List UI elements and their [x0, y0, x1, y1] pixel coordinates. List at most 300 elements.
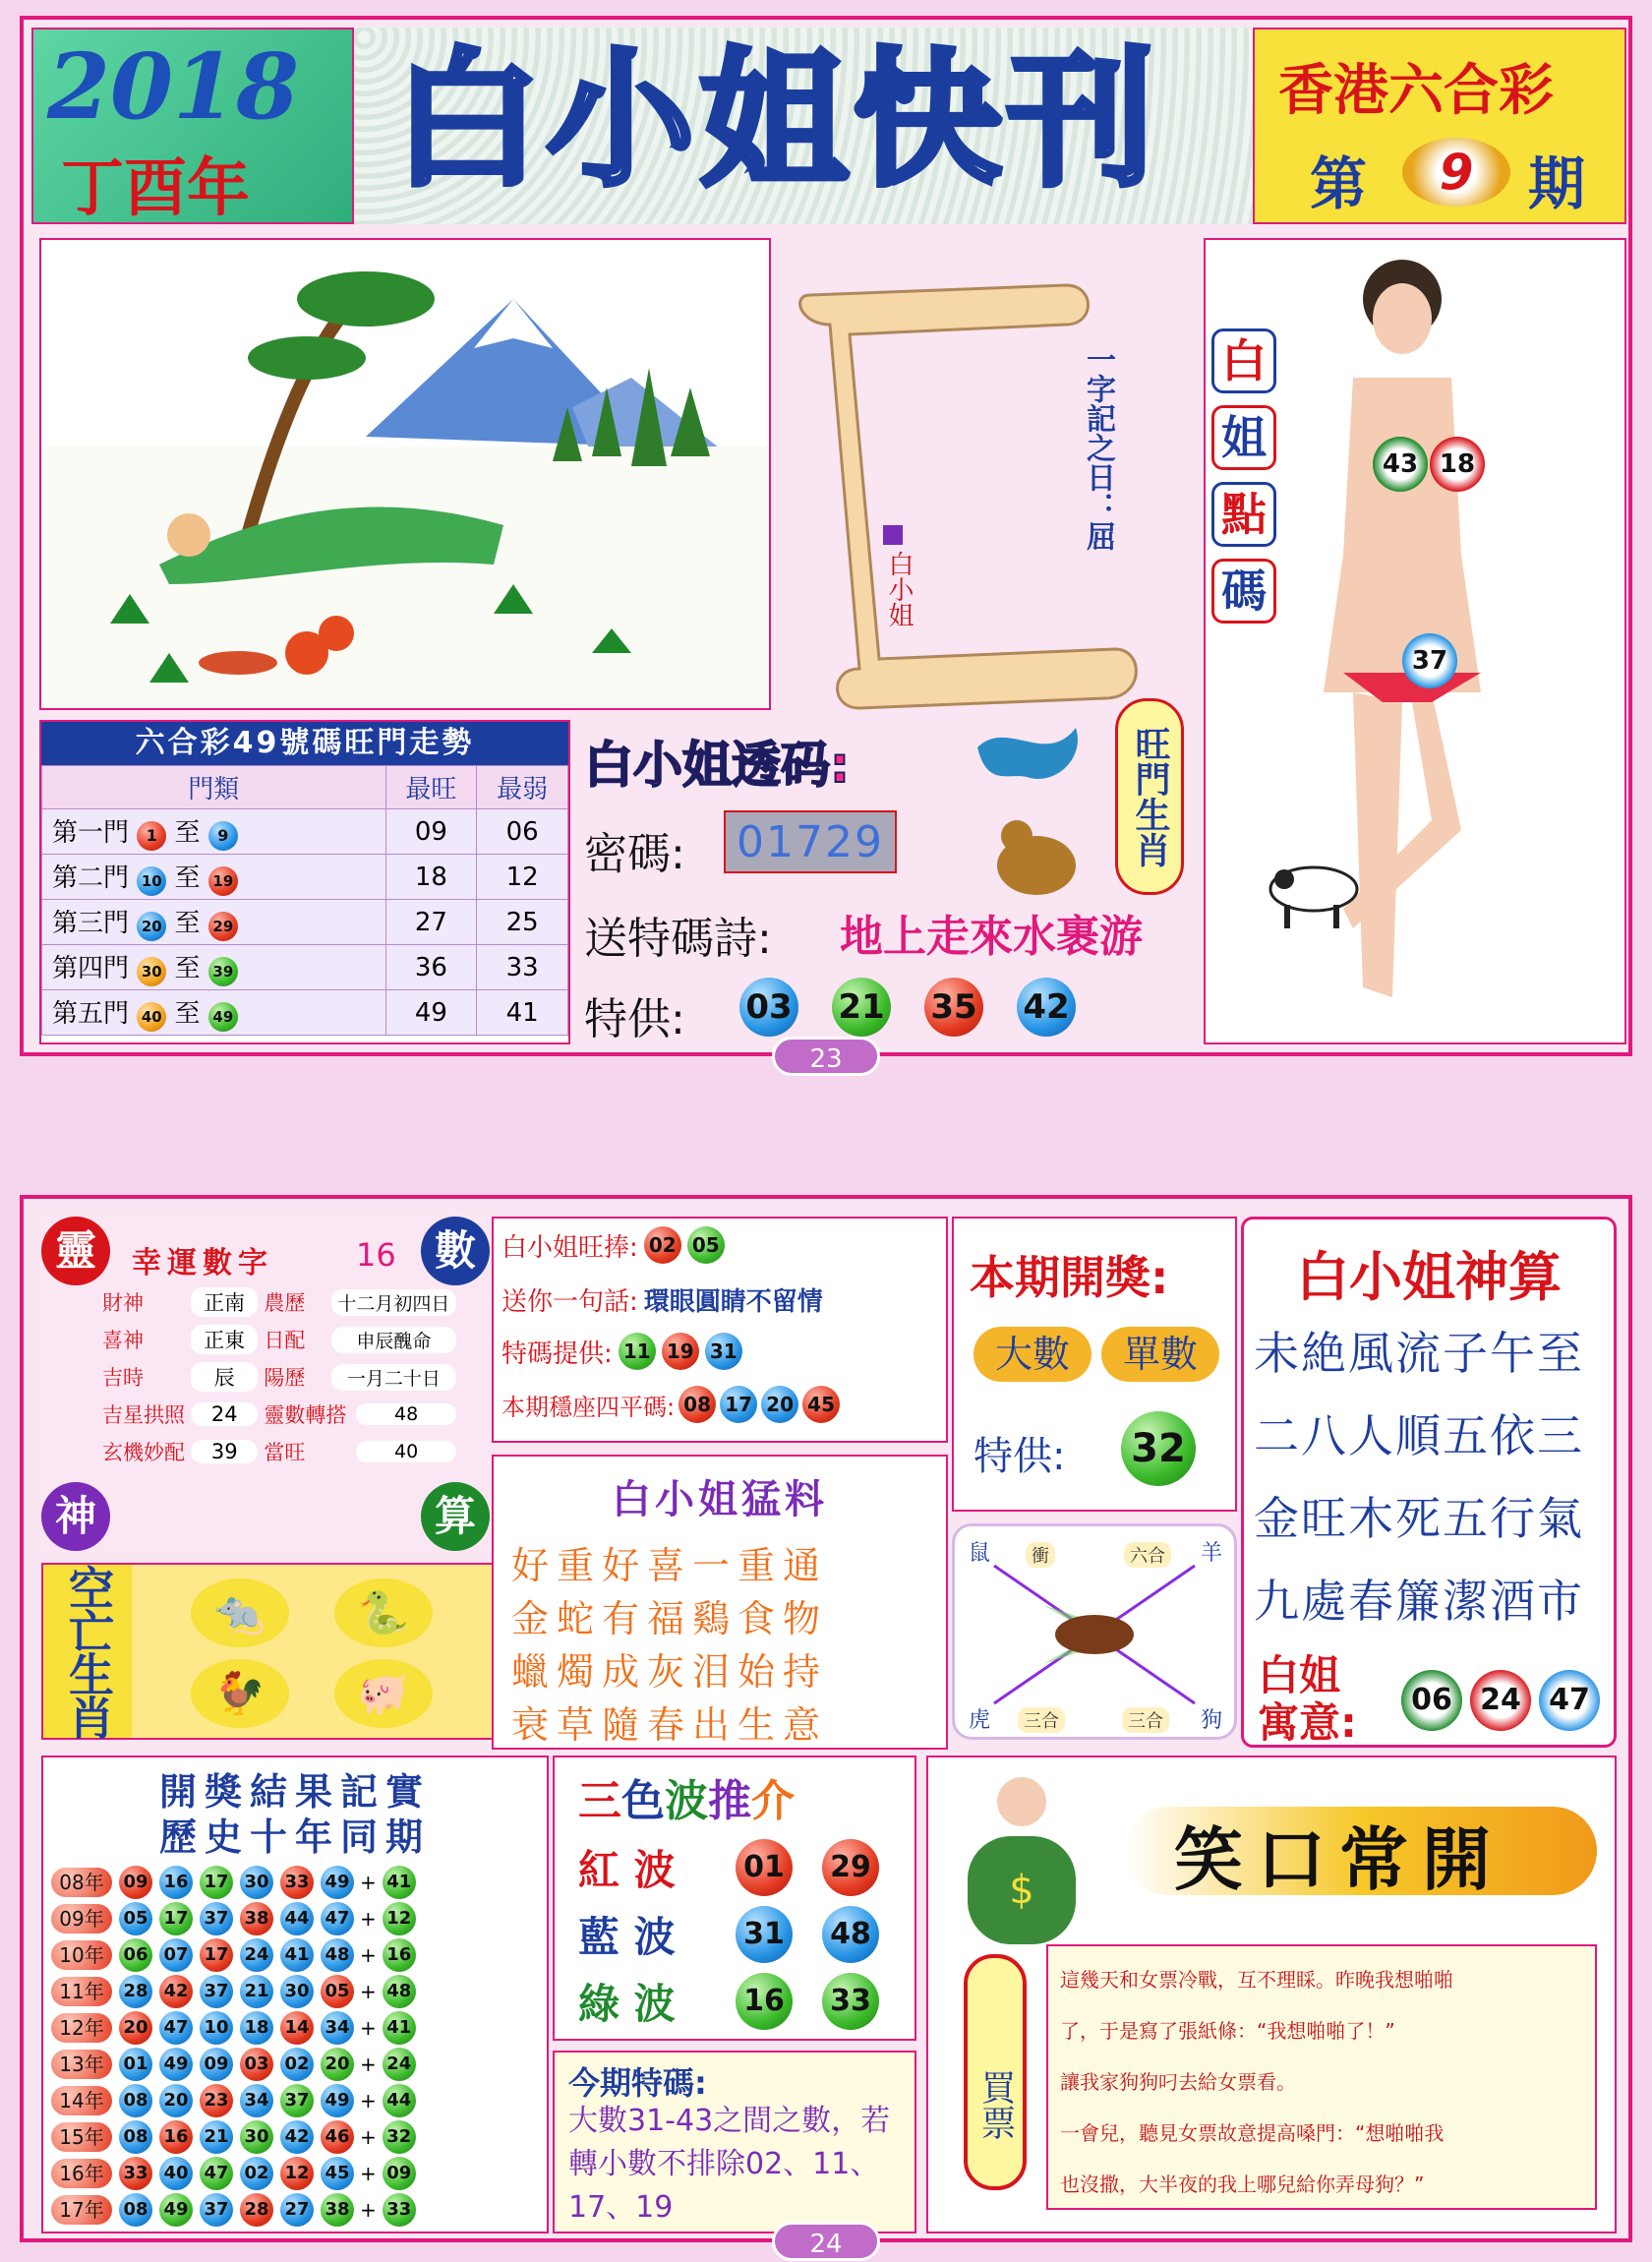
sanse-title-char: 推 [708, 1776, 751, 1826]
zone-hot: 09 [385, 809, 477, 855]
shensuan-line: 金旺木死五行氣 [1254, 1492, 1584, 1545]
zodiac-bl: 虎 [969, 1708, 991, 1733]
zone-hot: 18 [385, 855, 477, 900]
history-ball: 17 [200, 1866, 233, 1899]
poem-send-label: 送特碼詩: [584, 914, 772, 964]
history-row [51, 2118, 543, 2155]
history-ball: 48 [321, 1938, 354, 1972]
joke-line: 也沒撒，大半夜的我上哪兒給你弄母狗？” [1060, 2173, 1425, 2196]
pig-icon: 🐖 [334, 1659, 433, 1728]
sanse-row [578, 1905, 879, 1964]
wangbang-ball: 05 [687, 1226, 725, 1264]
history-ball: 03 [240, 2048, 273, 2081]
tegong-ball: 42 [1017, 978, 1076, 1037]
fortune-key: 玄機妙配 [102, 1441, 185, 1464]
snake-icon: 🐍 [334, 1578, 433, 1647]
zone-to: 39 [208, 957, 238, 986]
history-ball: 02 [280, 2048, 314, 2081]
model-ball: 43 [1373, 437, 1428, 492]
history-ball: 27 [280, 2193, 314, 2227]
kaijiang-tegong-label: 特供: [974, 1434, 1066, 1479]
history-ball: 08 [119, 2120, 152, 2154]
joke-line: 了，于是寫了張紙條：“我想啪啪了！” [1060, 2019, 1395, 2043]
kaijiang-title: 本期開獎: [970, 1251, 1169, 1304]
dianma-char: 姐 [1211, 405, 1276, 470]
zone-hot: 27 [385, 900, 477, 945]
history-ball: 49 [159, 2193, 193, 2227]
zone-cold: 41 [477, 990, 568, 1036]
xiaokou-box [926, 1756, 1617, 2233]
masthead [354, 28, 1253, 224]
history-year: 17年 [51, 2195, 112, 2225]
history-row [51, 2082, 543, 2118]
history-ball: 47 [321, 1902, 354, 1935]
zone-from: 1 [137, 821, 166, 851]
illustration [39, 238, 771, 710]
brand-text: 香港六合彩 [1278, 59, 1554, 123]
history-ball: 18 [240, 2011, 273, 2045]
pingma-ball: 45 [802, 1386, 840, 1423]
wang-men-label: 旺門生肖 [1115, 698, 1184, 895]
fortune-row [102, 1396, 456, 1433]
fortune-val: 24 [191, 1402, 258, 1426]
yiju-label: 送你一句話: [502, 1287, 638, 1317]
lucky-value: 16 [356, 1236, 396, 1274]
page-24 [20, 1195, 1632, 2259]
plus-sign: + [360, 2161, 377, 2185]
zone-label: 第二門 [52, 863, 130, 893]
history-ball: 45 [321, 2157, 354, 2190]
zone-table-title: 六合彩49號碼旺門走勢 [41, 722, 568, 765]
zone-cold: 12 [477, 855, 568, 900]
jinqi-box [553, 2051, 916, 2233]
model-ball: 37 [1402, 633, 1457, 688]
tegong-label: 特供: [584, 994, 685, 1044]
history-ball: 08 [119, 2084, 152, 2117]
history-ball: 07 [159, 1938, 193, 1972]
history-row [51, 2009, 543, 2046]
zone-to-word: 至 [174, 863, 201, 893]
fortune-val: 辰 [191, 1362, 258, 1392]
fortune-key: 農歷 [264, 1291, 306, 1315]
history-year: 12年 [51, 2013, 112, 2043]
jinqi-title: 今期特碼: [568, 2064, 707, 2102]
history-ball: 16 [159, 2120, 193, 2154]
history-ball: 05 [119, 1902, 152, 1935]
history-ball: 02 [240, 2157, 273, 2190]
masthead-title: 白小姐快刊 [393, 35, 1161, 207]
history-year: 10年 [51, 1940, 112, 1970]
history-year: 14年 [51, 2086, 112, 2115]
plus-sign: + [360, 1979, 377, 2003]
yuyi-ball: 06 [1401, 1670, 1462, 1731]
history-year: 13年 [51, 2050, 112, 2079]
sanse-ball: 01 [736, 1839, 793, 1896]
history-title2: 歷史十年同期 [158, 1816, 431, 1859]
zone-label: 第一門 [52, 818, 130, 848]
sanse-label: 藍 波 [578, 1913, 676, 1961]
tema-ball: 11 [619, 1333, 656, 1370]
history-ball: 30 [280, 1975, 314, 2008]
zodiac-tr2: 六合 [1124, 1542, 1171, 1568]
fortune-key: 吉星拱照 [102, 1403, 185, 1427]
history-ball: 49 [321, 1866, 354, 1899]
mima-label: 密碼: [584, 829, 685, 879]
history-ball: 06 [119, 1938, 152, 1972]
shensuan-line: 未絶風流子午至 [1254, 1327, 1584, 1380]
zone-label: 第五門 [52, 999, 130, 1029]
jinqi-text: 大數31-43之間之數，若轉小數不排除02、11、17、19 [568, 2104, 891, 2225]
tegong-ball: 35 [924, 978, 983, 1037]
history-year: 15年 [51, 2122, 112, 2152]
fortune-key: 吉時 [102, 1366, 144, 1390]
zone-to: 9 [208, 821, 238, 851]
yiju-value: 環眼圓睛不留情 [643, 1287, 823, 1317]
fortune-val: 一月二十日 [331, 1364, 456, 1391]
history-ball: 12 [280, 2157, 314, 2190]
sleeping-scholar-illustration [41, 240, 769, 708]
toma-block [574, 720, 1204, 1044]
fortune-val: 40 [356, 1441, 456, 1462]
history-ball: 34 [240, 2084, 273, 2117]
page-23 [20, 16, 1632, 1074]
history-ball: 20 [321, 2048, 354, 2081]
dianma-char: 碼 [1211, 559, 1276, 624]
history-ball: 38 [321, 2193, 354, 2227]
zone-name [42, 809, 386, 855]
history-ball: 34 [321, 2011, 354, 2045]
history-row [51, 2046, 543, 2082]
info-box [492, 1217, 948, 1443]
zodiac-br2: 三合 [1122, 1707, 1169, 1733]
col-header: 最旺 [385, 766, 477, 809]
history-row [51, 1936, 543, 1973]
zone-cold: 33 [477, 945, 568, 990]
history-row [51, 2191, 543, 2228]
history-ball: 21 [240, 1975, 273, 2008]
history-ball: 37 [200, 2193, 233, 2227]
zone-label: 第四門 [52, 954, 130, 983]
pingma-ball: 08 [678, 1386, 716, 1423]
zone-name [42, 855, 386, 900]
history-ball: 44 [280, 1902, 314, 1935]
history-ball: 49 [159, 2048, 193, 2081]
sanse-label: 紅 波 [578, 1846, 676, 1894]
zone-cold: 25 [477, 900, 568, 945]
sanse-title-char: 波 [665, 1776, 708, 1826]
zone-from: 20 [137, 912, 166, 941]
joke-line: 一會兒，聽見女票故意提高嗓門：“想啪啪我 [1060, 2121, 1445, 2145]
history-year: 08年 [51, 1868, 112, 1897]
poem-sign: 白小姐 [884, 551, 914, 627]
plus-sign: + [360, 1906, 377, 1931]
fortune-key: 財神 [102, 1291, 144, 1315]
zone-to: 19 [208, 866, 238, 896]
history-ball: 17 [200, 1938, 233, 1972]
tema-ball: 19 [662, 1333, 699, 1370]
sanse-row [578, 1838, 879, 1897]
history-ball: 17 [159, 1902, 193, 1935]
history-ball: 08 [119, 2193, 152, 2227]
history-ball: 20 [159, 2084, 193, 2117]
history-ball: 42 [159, 1975, 193, 2008]
lucky-title: 幸運數字 [132, 1246, 273, 1280]
xiaokou-title: 笑口常開 [1174, 1819, 1504, 1900]
wangbang-ball: 02 [644, 1226, 681, 1264]
dianma-char: 點 [1211, 482, 1276, 547]
history-ball: 38 [240, 1902, 273, 1935]
history-ball: 37 [280, 2084, 314, 2117]
zone-name [42, 945, 386, 990]
yuyi-label: 白姐寓意: [1258, 1651, 1357, 1747]
brand-box [1253, 28, 1626, 224]
fortune-key: 靈數轉搭 [264, 1403, 347, 1427]
suan-badge: 算 [421, 1482, 490, 1551]
zone-to-word: 至 [174, 954, 201, 983]
model-panel [1204, 238, 1626, 1044]
history-ball: 09 [200, 2048, 233, 2081]
info-row [502, 1281, 823, 1318]
poem-sign-mark [883, 525, 903, 545]
history-special-ball: 41 [383, 1866, 416, 1899]
ling-badge: 靈 [41, 1217, 110, 1285]
sanse-ball: 31 [736, 1906, 793, 1963]
history-special-ball: 33 [383, 2193, 416, 2227]
zone-to: 29 [208, 912, 238, 941]
history-ball: 47 [200, 2157, 233, 2190]
history-special-ball: 09 [383, 2157, 416, 2190]
history-ball: 41 [280, 1938, 314, 1972]
plus-sign: + [360, 2015, 377, 2040]
mengliao-line: 金蛇有福鷄食物 [511, 1597, 829, 1640]
fortune-row [102, 1433, 456, 1470]
poem-scroll [771, 266, 1164, 728]
history-ball: 33 [119, 2157, 152, 2190]
col-header: 最弱 [477, 766, 568, 809]
history-ball: 21 [200, 2120, 233, 2154]
tema-label: 特碼提供: [502, 1339, 613, 1369]
shu-badge: 數 [421, 1217, 490, 1285]
col-header: 門類 [42, 766, 386, 809]
issue-number-text: 9 [1439, 144, 1474, 201]
fortune-key: 陽歷 [264, 1366, 306, 1390]
zone-name [42, 990, 386, 1036]
horse-icon [1055, 1615, 1134, 1654]
history-rows [51, 1864, 543, 2228]
fortune-row [102, 1358, 456, 1396]
sanse-title [578, 1765, 795, 1828]
poem-title: 一字記之日：屈 [1081, 344, 1115, 551]
history-year: 11年 [51, 1977, 112, 2006]
plus-sign: + [360, 2052, 377, 2076]
mengliao-box [492, 1455, 948, 1750]
issue-prefix: 第 [1310, 150, 1368, 217]
plus-sign: + [360, 1870, 377, 1894]
lucky-box [41, 1217, 490, 1551]
joke-text-box [1046, 1944, 1597, 2210]
pingma-ball: 20 [761, 1386, 798, 1423]
zone-hot: 36 [385, 945, 477, 990]
history-ball: 37 [200, 1975, 233, 2008]
rat-icon: 🐀 [191, 1578, 289, 1647]
fortune-row [102, 1321, 456, 1358]
fortune-val: 申辰醜命 [331, 1327, 456, 1353]
history-year: 16年 [51, 2159, 112, 2188]
shensuan-line: 九處春簾潔酒市 [1254, 1575, 1584, 1628]
joke-line: 讓我家狗狗叼去給女票看。 [1060, 2070, 1296, 2094]
history-row [51, 1973, 543, 2009]
kaijiang-tegong-ball: 32 [1121, 1411, 1196, 1486]
history-ball: 05 [321, 1975, 354, 2008]
shen-badge: 神 [41, 1482, 110, 1551]
fortune-val: 正東 [191, 1325, 258, 1354]
history-ball: 47 [159, 2011, 193, 2045]
sanse-title-char: 介 [751, 1776, 795, 1826]
history-ball: 01 [119, 2048, 152, 2081]
kongwang-label: 空亡生肖 [43, 1565, 132, 1738]
buy-ticket-label: 買票 [964, 1954, 1027, 2190]
money-man-icon: $ [968, 1777, 1076, 1944]
zone-from: 40 [137, 1002, 166, 1032]
sanse-ball: 16 [736, 1973, 793, 2030]
zodiac-br: 狗 [1201, 1708, 1223, 1733]
year-text: 2018 [47, 33, 300, 140]
history-ball: 23 [200, 2084, 233, 2117]
tegong-ball: 21 [832, 978, 891, 1037]
rooster-icon: 🐓 [191, 1659, 289, 1728]
history-ball: 30 [240, 2120, 273, 2154]
zodiac-tr: 羊 [1201, 1541, 1223, 1566]
mengliao-line: 好重好喜一重通 [511, 1544, 829, 1587]
sanse-ball: 29 [822, 1839, 879, 1896]
issue-number [1402, 138, 1510, 207]
mengliao-line: 衰草隨春出生意 [511, 1703, 829, 1747]
zodiac-diagram [952, 1523, 1237, 1740]
fortune-val: 48 [356, 1403, 456, 1425]
sanse-ball: 33 [822, 1973, 879, 2030]
zone-name [42, 900, 386, 945]
ganzhi-text: 丁酉年 [61, 152, 250, 225]
history-year: 09年 [51, 1904, 112, 1934]
zone-from: 30 [137, 957, 166, 986]
history-ball: 16 [159, 1866, 193, 1899]
mima-value: 01729 [724, 810, 897, 873]
history-title1: 開獎結果記實 [158, 1770, 431, 1814]
mengliao-line: 蠟燭成灰泪始持 [511, 1650, 829, 1694]
zone-table [39, 720, 570, 1044]
history-ball: 40 [159, 2157, 193, 2190]
history-ball: 09 [119, 1866, 152, 1899]
pingma-ball: 17 [720, 1386, 757, 1423]
poem-send-value: 地上走來水裹游 [840, 912, 1143, 962]
zone-to: 49 [208, 1002, 238, 1032]
history-special-ball: 32 [383, 2120, 416, 2154]
history-special-ball: 16 [383, 1938, 416, 1972]
history-ball: 14 [280, 2011, 314, 2045]
info-row [502, 1386, 840, 1423]
dianma-char: 白 [1211, 328, 1276, 393]
history-row [51, 1900, 543, 1936]
info-row [502, 1226, 725, 1264]
issue-suffix: 期 [1528, 150, 1586, 217]
fortune-val: 39 [191, 1440, 258, 1463]
history-ball: 42 [280, 2120, 314, 2154]
sanse-row [578, 1972, 879, 2031]
zone-hot: 49 [385, 990, 477, 1036]
plus-sign: + [360, 2197, 377, 2222]
shensuan-title: 白小姐神算 [1296, 1246, 1562, 1308]
history-ball: 37 [200, 1902, 233, 1935]
year-box [31, 28, 354, 224]
history-special-ball: 12 [383, 1902, 416, 1935]
kongwang-box [41, 1563, 494, 1740]
zodiac-arrows [955, 1526, 1234, 1737]
history-ball: 46 [321, 2120, 354, 2154]
history-ball: 30 [240, 1866, 273, 1899]
page-number-23: 23 [772, 1037, 880, 1076]
yuyi-ball: 24 [1470, 1670, 1531, 1731]
zodiac-bl2: 三合 [1018, 1707, 1065, 1733]
zone-label: 第三門 [52, 909, 130, 938]
sanse-title-char: 色 [621, 1776, 665, 1826]
history-box [41, 1756, 549, 2233]
zone-cold: 06 [477, 809, 568, 855]
fortune-key: 日配 [264, 1329, 306, 1352]
sanse-box [553, 1756, 916, 2041]
history-special-ball: 44 [383, 2084, 416, 2117]
sanse-label: 綠 波 [578, 1980, 676, 2028]
fortune-key: 當旺 [264, 1441, 306, 1464]
joke-line: 這幾天和女票冷戰，互不理睬。昨晚我想啪啪 [1060, 1968, 1453, 1992]
yuyi-ball: 47 [1539, 1670, 1600, 1731]
mengliao-title: 白小姐猛料 [612, 1477, 828, 1522]
zone-to-word: 至 [174, 999, 201, 1029]
history-special-ball: 41 [383, 2011, 416, 2045]
shensuan-line: 二八人順五依三 [1254, 1409, 1584, 1462]
history-ball: 33 [280, 1866, 314, 1899]
history-ball: 10 [200, 2011, 233, 2045]
history-ball: 24 [240, 1938, 273, 1972]
kaijiang-box [952, 1217, 1237, 1512]
fortune-row [102, 1283, 456, 1321]
sanse-ball: 48 [822, 1906, 879, 1963]
info-row [502, 1333, 742, 1370]
zone-to-word: 至 [174, 818, 201, 848]
zodiac-tl: 鼠 [969, 1541, 991, 1566]
history-row [51, 1864, 543, 1900]
shensuan-box [1241, 1217, 1617, 1748]
zodiac-tl2: 衝 [1026, 1542, 1055, 1568]
tegong-ball: 03 [739, 978, 798, 1037]
history-ball: 49 [321, 2084, 354, 2117]
plus-sign: + [360, 2124, 377, 2149]
cow-icon [1270, 867, 1357, 928]
page-number-24: 24 [772, 2222, 880, 2261]
zone-to-word: 至 [174, 909, 201, 938]
history-row [51, 2155, 543, 2191]
history-ball: 20 [119, 2011, 152, 2045]
sanse-title-char: 三 [578, 1776, 621, 1826]
fortune-val: 十二月初四日 [331, 1289, 456, 1316]
fortune-val: 正南 [191, 1287, 258, 1317]
tema-ball: 31 [705, 1333, 742, 1370]
pingma-label: 本期穩座四平碼: [502, 1393, 676, 1421]
kaijiang-tag2: 單數 [1101, 1327, 1219, 1382]
plus-sign: + [360, 1942, 377, 1967]
zone-from: 10 [137, 866, 166, 896]
history-ball: 28 [119, 1975, 152, 2008]
fortune-grid [102, 1283, 456, 1470]
